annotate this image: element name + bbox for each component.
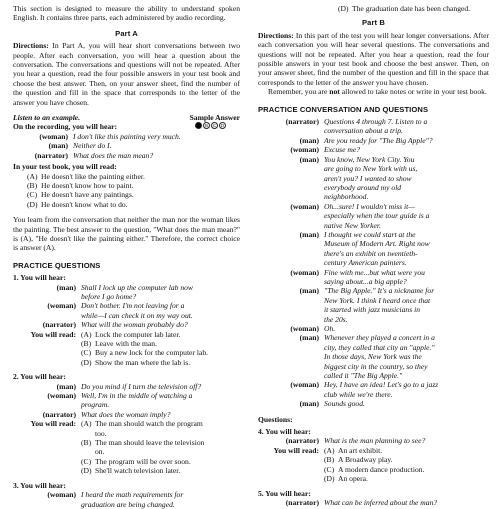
q1-label: 1. You will hear:: [13, 273, 66, 283]
sample-row: [13, 113, 240, 122]
q1-read-label: You will read:: [30, 329, 76, 339]
example-answer: (A) He doesn't like the painting either.: [27, 171, 145, 181]
q2-answer: (A) The man should watch the program too.: [81, 419, 203, 438]
part-a-title: Part A: [115, 28, 138, 38]
q2-label: 2. You will hear:: [13, 372, 66, 382]
conv-speaker: (woman): [290, 145, 319, 155]
recording-label: On the recording, you will hear:: [13, 122, 118, 132]
right-column: [258, 4, 489, 507]
conv-line: Hey, I have an idea! Let's go to a jazz club while we're there.: [324, 380, 439, 399]
directions-text: In this part of the test you will hear longer conversations. After each conversation you will hear several questions. The conversations and questions will not be repeated. After you hear a question, read the four possible answers in your test book and choose the best answer. Then, on your answer sheet, find the number of the question and fill in the space that corresponds to the letter of the answer you have chosen.: [258, 30, 489, 87]
q5-dialog: [258, 498, 489, 507]
conv-speaker: (woman): [290, 267, 319, 277]
q3-dialog: [13, 490, 240, 509]
conv-line: Oh.: [324, 324, 336, 333]
bubble-c: C: [212, 123, 217, 129]
q2-answers: [81, 419, 240, 475]
q2-read-label: You will read:: [30, 419, 76, 429]
part-a-directions: [13, 41, 240, 107]
q2-speaker-1: (man): [56, 381, 76, 391]
q5-speaker: (narrator): [285, 497, 319, 507]
q1-answer: (B) Leave with the man.: [81, 339, 157, 348]
q4-read-label: You will read:: [273, 445, 319, 455]
test-book-label: In your test book, you will read:: [13, 162, 117, 172]
q1-line-2: Don't bother. I'm not leaving for a while—I can check it on my way out.: [81, 301, 193, 320]
sample-answer-bubbles: [195, 122, 226, 129]
q1-speaker-3: (narrator): [42, 320, 76, 330]
listen-example-label: Listen to an example.: [13, 113, 81, 123]
directions-label: Directions:: [258, 30, 294, 40]
q2-speaker-2: (woman): [47, 391, 76, 401]
example-speaker-1: (woman): [39, 131, 68, 141]
conv-line: Sounds good.: [324, 399, 365, 409]
q1-answer: (C) Buy a new lock for the computer lab.: [81, 348, 209, 358]
example-answer: (C) He doesn't have any paintings.: [27, 190, 134, 200]
conv-speaker: (man): [299, 154, 319, 164]
remember-note: Remember, you are not allowed to take notes or write in your test book.: [268, 87, 487, 97]
conv-speaker: (man): [299, 399, 319, 409]
conv-line: Excuse me?: [324, 145, 361, 155]
q4-label: 4. You will hear:: [258, 427, 311, 437]
questions-label: Questions:: [258, 414, 293, 424]
example-line-3: What does the man mean?: [73, 150, 154, 160]
example-answers: [13, 172, 240, 210]
q1-answer: (A) Lock the computer lab later.: [81, 329, 181, 339]
q5-label: 5. You will hear:: [258, 488, 311, 498]
example-speaker-2: (man): [48, 141, 68, 151]
q2-answer: (C) The program will be over soon.: [81, 456, 191, 466]
conv-speaker: (man): [299, 229, 319, 239]
conv-speaker: (man): [299, 135, 319, 145]
q1-speaker-2: (woman): [47, 301, 76, 311]
conv-line: You know, New York City. You are going to New York with us, aren't you? I wanted to show everybody around my old neighborhood.: [324, 154, 418, 202]
practice-conversation-heading: PRACTICE CONVERSATION AND QUESTIONS: [258, 104, 429, 114]
conversation-dialog: [258, 117, 489, 409]
left-column: [13, 4, 240, 509]
q1-answers: [81, 330, 240, 368]
conv-line: "The Big Apple." It's a nickname for New York. I think I heard once that it started with jazz musicians in the 20s.: [324, 286, 435, 324]
directions-text: In Part A, you will hear short conversations between two people. After each conversation, you will hear a question about the conversation. The conversations and questions will not be repeated. After you hear a question, read the four possible answers in your test book and choose the best answer. Then, on your answer sheet, find the number of the question and fill in the space that corresponds to the letter of the answer you have chosen.: [13, 41, 240, 107]
q1-line-1: Shall I lock up the computer lab now before I go home?: [81, 282, 193, 301]
q2-answer: (D) She'll watch television later.: [81, 466, 181, 476]
q3-label: 3. You will hear:: [13, 480, 66, 490]
conv-line: Questions 4 through 7. Listen to a conversation about a trip.: [324, 117, 428, 136]
conv-line: Are you ready for "The Big Apple"?: [324, 135, 433, 145]
q4-line: What is the man planning to see?: [324, 436, 426, 446]
q1-dialog: [13, 283, 240, 368]
example-answer: (B) He doesn't know how to paint.: [27, 180, 134, 190]
q3-line-1: I heard the math requirements for graduation are being changed.: [81, 490, 184, 509]
q4-answer: (D) An opera.: [324, 474, 368, 484]
example-line-1: I don't like this painting very much.: [73, 131, 181, 141]
conv-speaker: (woman): [290, 324, 319, 333]
conv-speaker: (man): [299, 286, 319, 296]
q2-answer: (B) The man should leave the television on.: [81, 438, 205, 457]
conv-speaker: (woman): [290, 201, 319, 211]
q4-answer: (B) A Broadway play.: [324, 455, 393, 465]
q2-line-2: Well, I'm in the middle of watching a program.: [81, 391, 193, 410]
q4-answer: (A) An art exhibit.: [324, 445, 383, 455]
example-dialog: [13, 132, 240, 160]
q4-speaker: (narrator): [285, 436, 319, 446]
conv-speaker: (narrator): [285, 117, 319, 127]
part-b-title: Part B: [362, 18, 385, 28]
q5-line: What can be inferred about the man?: [324, 497, 438, 507]
example-line-2: Neither do I.: [73, 141, 112, 151]
q1-answer: (D) Show the man where the lab is.: [81, 357, 191, 367]
example-explanation: You learn from the conversation that neither the man nor the woman likes the painting. The best answer to the question, "What does the man mean?" is (A), "He doesn't like the painting either." Therefore, the correct choice is answer (A).: [13, 215, 240, 253]
q1-line-3: What will the woman probably do?: [81, 320, 188, 330]
q2-dialog: [13, 382, 240, 476]
example-speaker-3: (narrator): [34, 150, 68, 160]
part-b-directions: [258, 31, 489, 87]
bubble-a: [195, 122, 202, 129]
conv-line: Oh...sure! I wouldn't miss it— especially when the tour guide is a native New Yorker.: [324, 201, 430, 230]
conv-line: Fine with me...but what were you saying about...a big apple?: [324, 267, 425, 286]
conv-speaker: (man): [299, 333, 319, 343]
example-answer: (D) He doesn't know what to do.: [27, 199, 128, 209]
conv-line: I thought we could start at the Museum of Modern Art. Right now there's an exhibit on twentieth- century American painters.: [324, 229, 430, 268]
q4-dialog: [258, 436, 489, 483]
recording-row: [13, 122, 240, 131]
conv-speaker: (woman): [290, 380, 319, 390]
section-intro: This section is designed to measure the ability to understand spoken English. It contains three parts, each administered by audio recording.: [13, 4, 240, 23]
bubble-b: B: [204, 123, 208, 129]
q2-speaker-3: (narrator): [42, 409, 76, 419]
conv-line: Whenever they played a concert in a city, they called that city an "apple." In those days, New York was the biggest city in the country, so they called it "The Big Apple.": [324, 333, 435, 381]
q2-line-3: What does the woman imply?: [81, 409, 171, 419]
q4-answer: (C) A modern dance production.: [324, 464, 425, 474]
top-answer-d: (D) The graduation date has been changed.: [338, 4, 471, 13]
bubble-d: D: [220, 123, 225, 129]
sample-answer-label: Sample Answer: [189, 113, 240, 123]
directions-label: Directions:: [13, 41, 49, 51]
q3-speaker-1: (woman): [47, 490, 76, 500]
q2-line-1: Do you mind if I turn the television off?: [81, 381, 202, 391]
practice-questions-heading: PRACTICE QUESTIONS: [13, 260, 101, 270]
q1-speaker-1: (man): [56, 282, 76, 292]
q4-answers: [324, 446, 489, 484]
